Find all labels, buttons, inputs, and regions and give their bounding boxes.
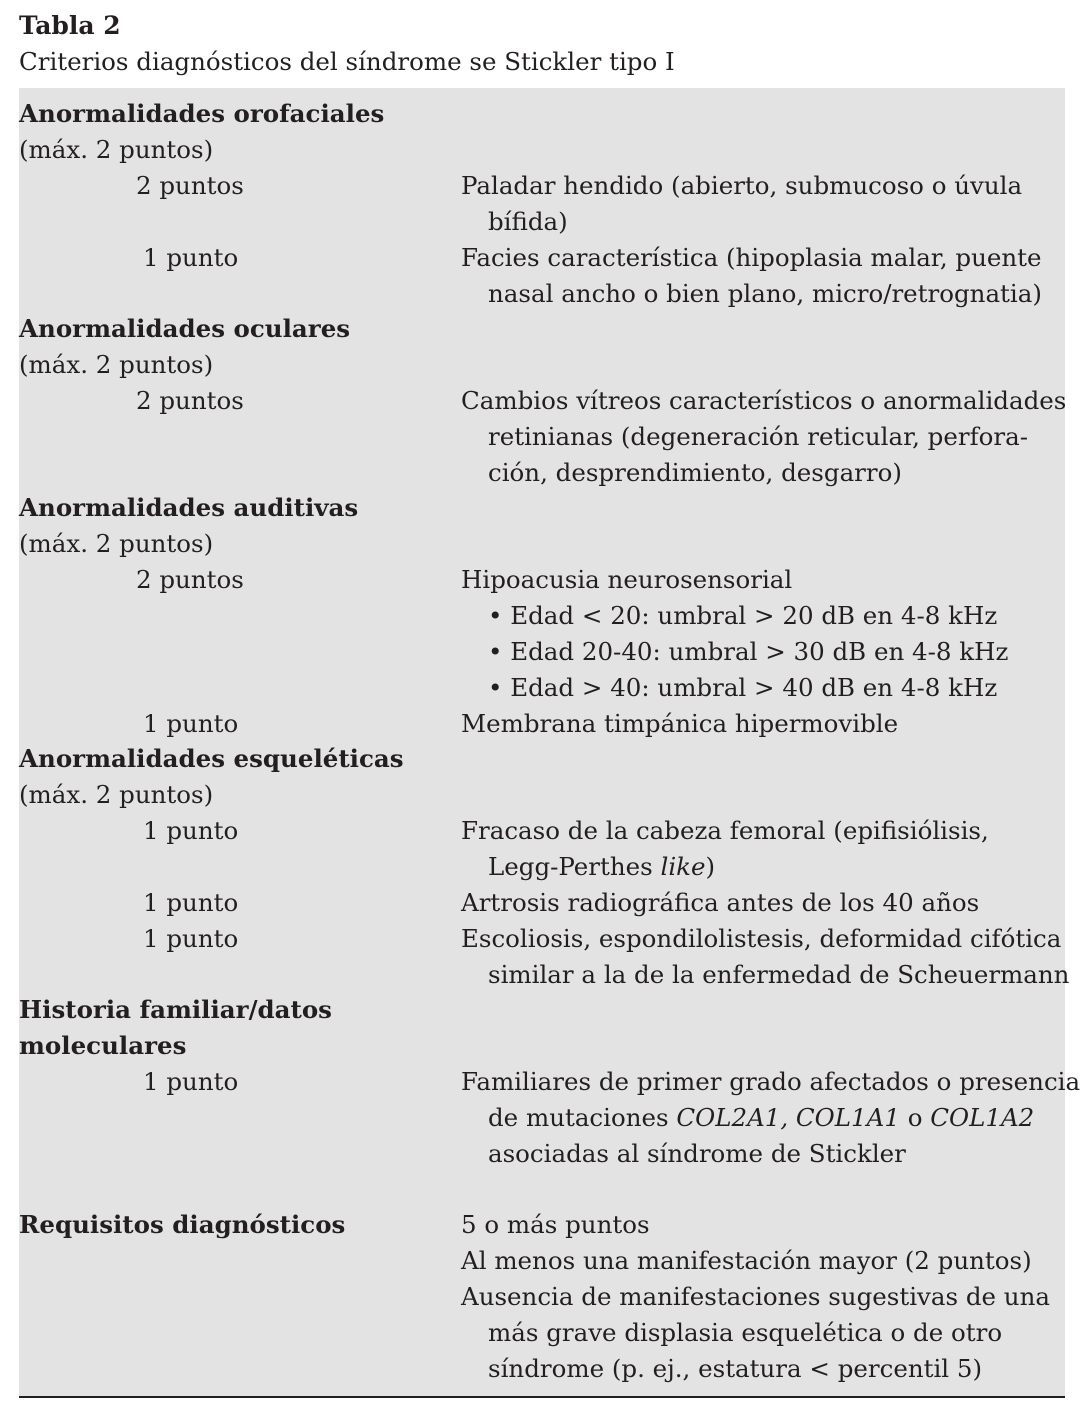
- requirement-text: Ausencia de manifestaciones sugestivas de una: [461, 1282, 1050, 1311]
- requirement-text: más grave displasia esquelética o de otro: [488, 1318, 1003, 1347]
- criterion-text: Hipoacusia neurosensorial: [461, 565, 793, 594]
- section-heading: Historia familiar/datos: [19, 995, 332, 1024]
- requirement-text: Al menos una manifestación mayor (2 puntos): [461, 1246, 1032, 1275]
- points-value: 2 puntos: [136, 565, 244, 594]
- section-heading: moleculares: [19, 1031, 187, 1060]
- criterion-text: Fracaso de la cabeza femoral (epifisiólisis,: [461, 816, 989, 845]
- criterion-text: [488, 1100, 1034, 1136]
- text-run: de mutaciones: [488, 1103, 669, 1132]
- section-max-note: (máx. 2 puntos): [19, 135, 214, 164]
- criterion-text: ción, desprendimiento, desgarro): [488, 458, 902, 487]
- table-bottom-rule: [19, 1396, 1065, 1398]
- bullet-item: • Edad < 20: umbral > 20 dB en 4-8 kHz: [488, 601, 998, 630]
- points-value: 2 puntos: [136, 171, 244, 200]
- criterion-text: Cambios vítreos característicos o anormalidades: [461, 386, 1067, 415]
- criterion-text: Facies característica (hipoplasia malar, puente: [461, 243, 1042, 272]
- points-value: 1 punto: [143, 243, 239, 272]
- points-value: 1 punto: [143, 888, 239, 917]
- text-run: Legg-Perthes: [488, 852, 653, 881]
- text-run: ): [705, 852, 716, 881]
- points-value: 2 puntos: [136, 386, 244, 415]
- criterion-text: Escoliosis, espondilolistesis, deformidad cifótica: [461, 924, 1062, 953]
- points-value: 1 punto: [143, 709, 239, 738]
- gene-names: COL2A1, COL1A1: [676, 1103, 900, 1132]
- section-max-note: (máx. 2 puntos): [19, 350, 214, 379]
- table-label: Tabla 2: [19, 11, 121, 40]
- criterion-text: Familiares de primer grado afectados o presencia: [461, 1067, 1081, 1096]
- points-value: 1 punto: [143, 816, 239, 845]
- section-heading: Anormalidades esqueléticas: [19, 744, 404, 773]
- points-value: 1 punto: [143, 924, 239, 953]
- requirement-text: 5 o más puntos: [461, 1210, 650, 1239]
- criterion-text: Artrosis radiográfica antes de los 40 años: [461, 888, 980, 917]
- section-heading: Anormalidades auditivas: [19, 493, 359, 522]
- section-heading: Anormalidades orofaciales: [19, 99, 385, 128]
- criterion-text: asociadas al síndrome de Stickler: [488, 1139, 906, 1168]
- requirement-text: síndrome (p. ej., estatura < percentil 5): [488, 1354, 983, 1383]
- criterion-text: Paladar hendido (abierto, submucoso o úvula: [461, 171, 1023, 200]
- criterion-text: similar a la de la enfermedad de Scheuermann: [488, 960, 1070, 989]
- criterion-text: bífida): [488, 207, 568, 236]
- gene-name: COL1A2: [930, 1103, 1035, 1132]
- bullet-item: • Edad > 40: umbral > 40 dB en 4-8 kHz: [488, 673, 998, 702]
- text-run: o: [907, 1103, 923, 1132]
- table-title: Criterios diagnósticos del síndrome se Stickler tipo I: [19, 47, 675, 76]
- criterion-text: [488, 849, 715, 885]
- section-heading: Anormalidades oculares: [19, 314, 351, 343]
- requirements-heading: Requisitos diagnósticos: [19, 1210, 346, 1239]
- section-max-note: (máx. 2 puntos): [19, 780, 214, 809]
- bullet-item: • Edad 20-40: umbral > 30 dB en 4-8 kHz: [488, 637, 1009, 666]
- points-value: 1 punto: [143, 1067, 239, 1096]
- criterion-text: Membrana timpánica hipermovible: [461, 709, 899, 738]
- criterion-text: nasal ancho o bien plano, micro/retrognatia): [488, 279, 1042, 308]
- section-max-note: (máx. 2 puntos): [19, 529, 214, 558]
- table-caption: [19, 8, 675, 80]
- criterion-text: retinianas (degeneración reticular, perfora-: [488, 422, 1028, 451]
- italic-term: like: [660, 852, 706, 881]
